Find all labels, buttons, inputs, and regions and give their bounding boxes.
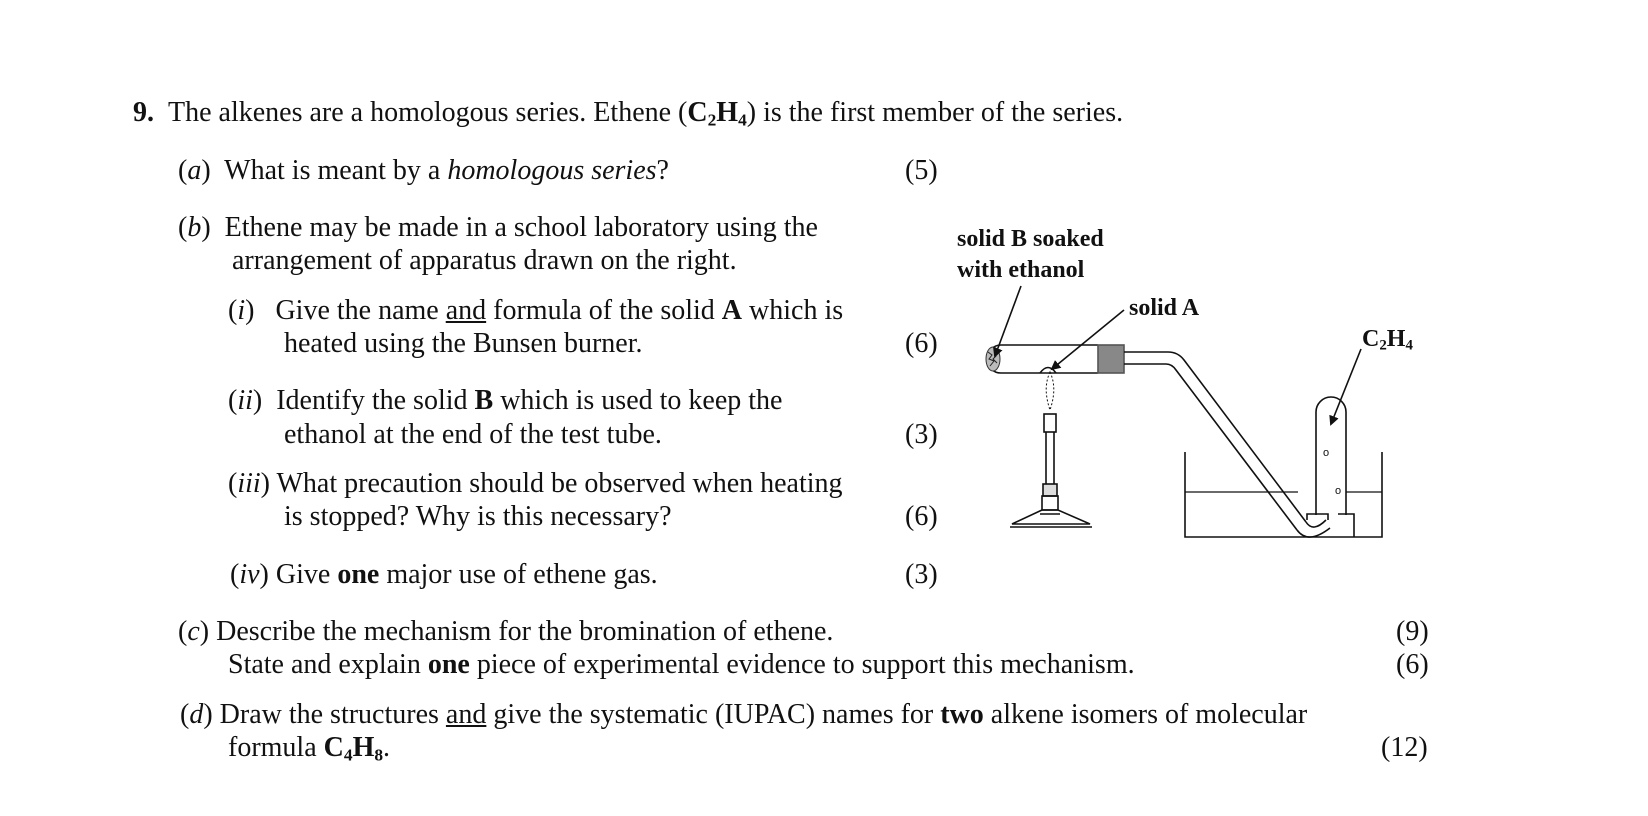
stopper — [1098, 345, 1124, 373]
solid-b-plug — [986, 347, 1000, 371]
question-number: 9. — [133, 97, 154, 128]
part-b-ii-line2: ethanol at the end of the test tube. — [284, 419, 662, 450]
svg-text:o: o — [1323, 447, 1330, 459]
marks-b-ii: (3) — [905, 419, 938, 450]
label-gas: $C_2H_4$ — [1362, 326, 1413, 354]
part-b-iv: (iv) Give one major use of ethene gas. — [230, 559, 658, 590]
part-a: (a) What is meant by a homologous series? — [178, 155, 669, 186]
part-d: (d) Draw the structures and give the systematic (IUPAC) names for two alkene isomers of molecular — [180, 699, 1308, 730]
question-intro: 9. The alkenes are a homologous series. Ethene $(C_2H_4)$ is the first member of the series. — [133, 97, 1124, 130]
part-b-i: (i) Give the name and formula of the solid A which is — [228, 295, 844, 326]
formula-ethene: $C_2H_4$ — [687, 97, 747, 130]
marks-b-iii: (6) — [905, 501, 938, 532]
marks-b-i: (6) — [905, 328, 938, 359]
delivery-tube — [1124, 352, 1306, 522]
marks-a: (5) — [905, 155, 938, 186]
trough — [1185, 452, 1382, 537]
collection-tube — [1316, 397, 1346, 515]
label-solid-a: solid A — [1129, 295, 1200, 321]
label-solid-b-line1: solid B soaked — [957, 226, 1104, 252]
svg-text:o: o — [1335, 485, 1342, 497]
part-c: (c) Describe the mechanism for the bromination of ethene. — [178, 616, 834, 647]
marks-b-iv: (3) — [905, 559, 938, 590]
marks-c-2: (6) — [1396, 649, 1429, 680]
label-solid-b-line2: with ethanol — [957, 257, 1085, 283]
part-c-line2: State and explain one piece of experimental evidence to support this mechanism. — [228, 649, 1135, 680]
test-tube — [987, 345, 1098, 373]
formula-butene: $C_4H_8$ — [323, 732, 384, 765]
beehive-shelf — [1307, 514, 1354, 537]
part-b-iii-line2: is stopped? Why is this necessary? — [284, 501, 672, 532]
part-d-line2: formula $C_4H_8$. — [228, 732, 391, 765]
part-b-ii: (ii) Identify the solid B which is used to keep the — [228, 385, 783, 416]
marks-c-1: (9) — [1396, 616, 1429, 647]
bunsen-burner — [1010, 372, 1092, 527]
part-b-line2: arrangement of apparatus drawn on the right. — [232, 245, 737, 276]
part-b-iii: (iii) What precaution should be observed when heating — [228, 468, 843, 499]
part-b: (b) Ethene may be made in a school laboratory using the — [178, 212, 818, 243]
part-b-i-line2: heated using the Bunsen burner. — [284, 328, 643, 359]
marks-d: (12) — [1381, 732, 1428, 763]
